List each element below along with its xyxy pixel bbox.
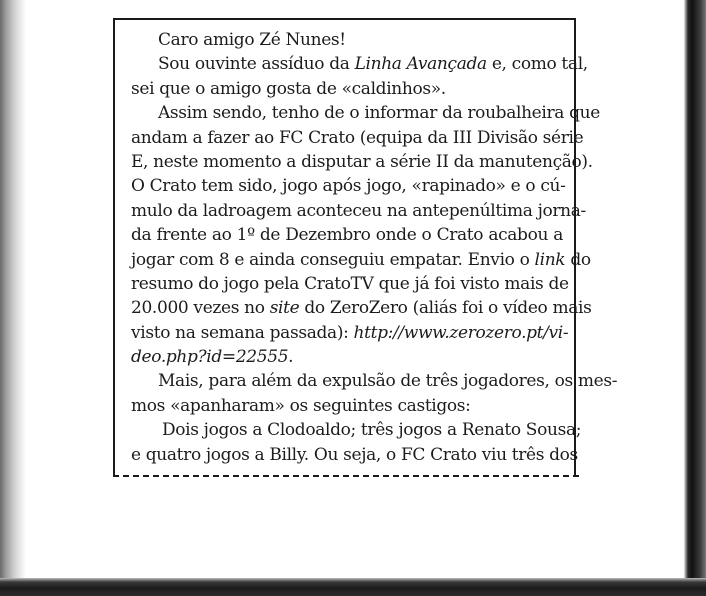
paragraph-2-line-4: O Crato tem sido, jogo após jogo, «rapinado» e o cú-: [131, 176, 566, 197]
video-url-part-1: http://www.zerozero.pt/vi-: [353, 322, 569, 343]
text-segment: e, como tal,: [486, 54, 588, 75]
paragraph-2-line-3: E, neste momento a disputar a série II da manutenção).: [131, 151, 593, 172]
paragraph-1-line-2: sei que o amigo gosta de «caldinhos».: [131, 78, 446, 99]
paragraph-2-line-5: mulo da ladroagem aconteceu na antepenúltima jorna-: [131, 200, 586, 221]
paragraph-2-line-9: [131, 296, 592, 320]
paragraph-2-line-11: [131, 345, 563, 369]
text-segment: do ZeroZero (aliás foi o vídeo mais: [299, 298, 592, 319]
paragraph-2-line-2: andam a fazer ao FC Crato (equipa da III Divisão série: [131, 127, 584, 148]
paragraph-4-line-2: e quatro jogos a Billy. Ou seja, o FC Crato viu três dos: [131, 444, 578, 465]
scan-bottom-edge: [0, 578, 706, 596]
letter-box: [113, 18, 618, 476]
paragraph-2-line-10: [131, 321, 569, 345]
paragraph-4-line-1: Dois jogos a Clodoaldo; três jogos a Renato Sousa;: [162, 420, 582, 441]
paragraph-1-line-1: [131, 52, 588, 76]
text-segment: 20.000 vezes no: [131, 298, 270, 319]
text-segment: .: [288, 347, 294, 368]
text-segment: Sou ouvinte assíduo da: [158, 54, 355, 75]
paragraph-3-line-2: mos «apanharam» os seguintes castigos:: [131, 395, 471, 416]
paragraph-2-line-8: resumo do jogo pela CratoTV que já foi visto mais de: [131, 273, 569, 294]
greeting: Caro amigo Zé Nunes!: [158, 30, 346, 50]
letter-text: [115, 20, 618, 467]
paragraph-3-line-1: Mais, para além da expulsão de três jogadores, os mes-: [158, 371, 618, 392]
paragraph-2-line-1: Assim sendo, tenho de o informar da roubalheira que: [158, 103, 600, 124]
paragraph-2-line-6: da frente ao 1º de Dezembro onde o Crato acabou a: [131, 225, 563, 246]
video-url-part-2: deo.php?id=22555: [131, 347, 289, 368]
site-word: site: [269, 298, 300, 319]
text-segment: visto na semana passada):: [131, 322, 354, 343]
link-word: link: [534, 249, 566, 270]
paragraph-2-line-7: [131, 248, 591, 272]
letter-cut-line: [113, 475, 579, 477]
text-segment: do: [565, 249, 591, 270]
page-right-edge: [684, 0, 706, 596]
book-spine-shadow: [0, 0, 26, 596]
text-segment: jogar com 8 e ainda conseguiu empatar. Envio o: [131, 249, 535, 270]
show-name: Linha Avançada: [354, 54, 487, 75]
